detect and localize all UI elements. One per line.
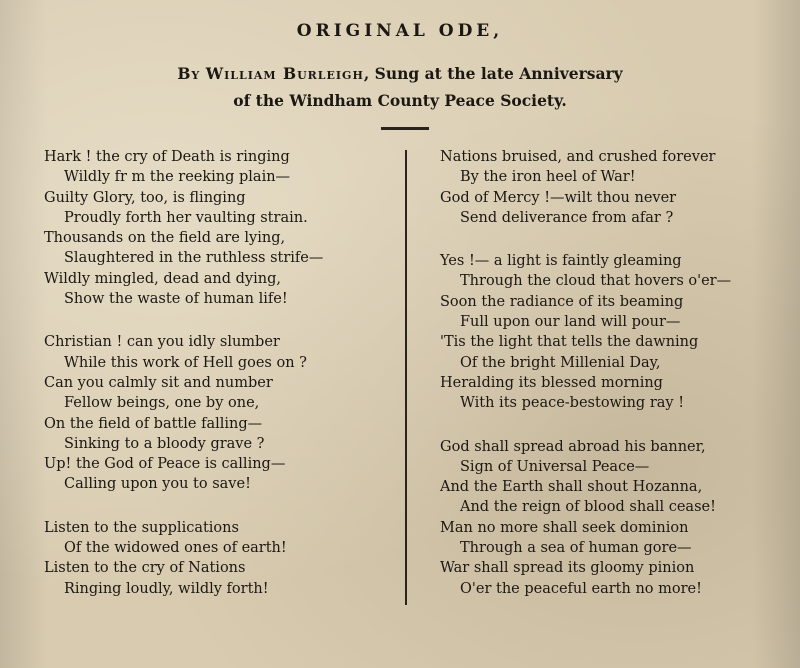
verse-line: Listen to the supplications [44, 519, 239, 536]
verse-line: Through a sea of human gore— [460, 540, 692, 557]
byline-line-2: of the Windham County Peace Society. [233, 91, 567, 110]
verse-line: Full upon our land will pour— [460, 314, 681, 331]
verse-line: Heralding its blessed morning [440, 374, 663, 391]
stanza [440, 437, 790, 599]
verse-line: Show the waste of human life! [64, 291, 288, 308]
verse-line: Sinking to a bloody grave ? [64, 435, 265, 452]
poem-column-left [44, 147, 394, 622]
byline-author: William Burleigh [205, 64, 364, 83]
verse-line: God shall spread abroad his banner, [440, 438, 706, 455]
verse-line: On the field of battle falling— [44, 415, 263, 432]
stanza [440, 251, 790, 413]
verse-line: Of the widowed ones of earth! [64, 540, 287, 557]
poem-column-right [440, 147, 790, 622]
stanza [440, 147, 790, 228]
byline [0, 60, 800, 114]
verse-line: Thousands on the field are lying, [44, 230, 286, 247]
verse-line: And the Earth shall shout Hozanna, [440, 479, 703, 496]
verse-line: By the iron heel of War! [460, 169, 636, 186]
stanza [44, 147, 394, 309]
verse-line: Yes !— a light is faintly gleaming [440, 253, 682, 270]
verse-line: Wildly fr m the reeking plain— [64, 169, 291, 186]
verse-line: Man no more shall seek dominion [440, 519, 689, 536]
verse-line: Of the bright Millenial Day, [460, 354, 661, 371]
verse-line: War shall spread its gloomy pinion [440, 560, 695, 577]
column-divider [405, 150, 407, 605]
verse-line: And the reign of blood shall cease! [460, 499, 716, 516]
verse-line: While this work of Hell goes on ? [64, 354, 307, 371]
verse-line: Up! the God of Peace is calling— [44, 456, 286, 473]
verse-line: Calling upon you to save! [64, 476, 251, 493]
verse-line: Soon the radiance of its beaming [440, 293, 684, 310]
verse-line: Proudly forth her vaulting strain. [64, 209, 308, 226]
verse-line: Ringing loudly, wildly forth! [64, 580, 269, 597]
verse-line: God of Mercy !—wilt thou never [440, 189, 677, 206]
verse-line: O'er the peaceful earth no more! [460, 580, 702, 597]
verse-line: Can you calmly sit and number [44, 374, 273, 391]
byline-by: By [177, 64, 201, 83]
verse-line: Christian ! can you idly slumber [44, 334, 280, 351]
verse-line: Guilty Glory, too, is flinging [44, 189, 246, 206]
verse-line: Hark ! the cry of Death is ringing [44, 149, 290, 165]
verse-line: 'Tis the light that tells the dawning [440, 334, 699, 351]
stanza [44, 518, 394, 599]
verse-line: With its peace-bestowing ray ! [460, 395, 685, 412]
verse-line: Slaughtered in the ruthless strife— [64, 250, 324, 267]
title-rule [381, 127, 429, 130]
verse-line: Listen to the cry of Nations [44, 560, 246, 577]
verse-line: Send deliverance from afar ? [460, 209, 674, 226]
poem-title: ORIGINAL ODE, [296, 21, 504, 41]
byline-occasion: , Sung at the late Anniversary [363, 64, 623, 83]
verse-line: Through the cloud that hovers o'er— [460, 273, 732, 290]
verse-line: Fellow beings, one by one, [64, 395, 260, 412]
verse-line: Nations bruised, and crushed forever [440, 149, 716, 165]
stanza [44, 332, 394, 494]
byline-line-1 [0, 60, 800, 87]
verse-line: Sign of Universal Peace— [460, 458, 650, 475]
verse-line: Wildly mingled, dead and dying, [44, 270, 281, 287]
